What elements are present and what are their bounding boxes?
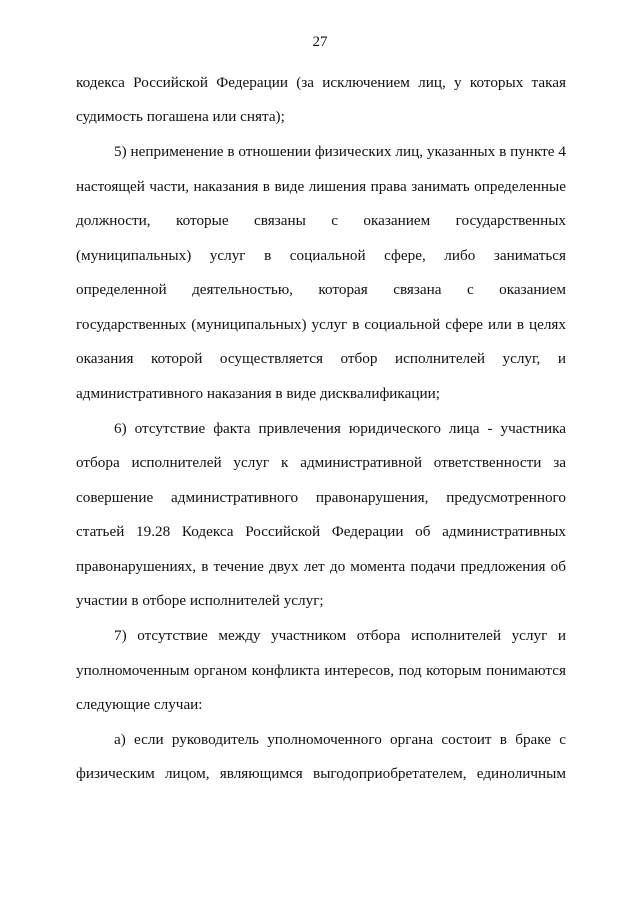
- text-line: отбора исполнителей услуг к административной ответственности за: [76, 454, 566, 471]
- text-line: физическим лицом, являющимся выгодоприобретателем, единоличным: [76, 765, 566, 782]
- text-line: следующие случаи:: [76, 696, 203, 713]
- text-line: настоящей части, наказания в виде лишения права занимать определенные: [76, 178, 566, 195]
- text-line: правонарушениях, в течение двух лет до момента подачи предложения об: [76, 558, 566, 575]
- text-line: 5) неприменение в отношении физических лиц, указанных в пункте 4: [114, 143, 566, 160]
- text-line: определенной деятельностью, которая связана с оказанием: [76, 281, 566, 298]
- text-line: а) если руководитель уполномоченного органа состоит в браке с: [114, 731, 566, 748]
- text-line: государственных (муниципальных) услуг в социальной сфере или в целях: [76, 316, 566, 333]
- text-line: (муниципальных) услуг в социальной сфере, либо заниматься: [76, 247, 566, 264]
- text-line: совершение административного правонарушения, предусмотренного: [76, 489, 566, 506]
- text-line: оказания которой осуществляется отбор исполнителей услуг, и: [76, 350, 566, 367]
- text-line: уполномоченным органом конфликта интересов, под которым понимаются: [76, 662, 566, 679]
- text-line: административного наказания в виде дисквалификации;: [76, 385, 440, 402]
- text-line: кодекса Российской Федерации (за исключением лиц, у которых такая: [76, 74, 566, 91]
- text-line: участии в отборе исполнителей услуг;: [76, 592, 324, 609]
- text-line: судимость погашена или снята);: [76, 108, 285, 125]
- page-number: 27: [312, 34, 328, 50]
- text-line: должности, которые связаны с оказанием государственных: [76, 212, 566, 229]
- text-line: статьей 19.28 Кодекса Российской Федерации об административных: [76, 523, 566, 540]
- text-line: 6) отсутствие факта привлечения юридического лица - участника: [114, 420, 566, 437]
- text-line: 7) отсутствие между участником отбора исполнителей услуг и: [114, 627, 566, 644]
